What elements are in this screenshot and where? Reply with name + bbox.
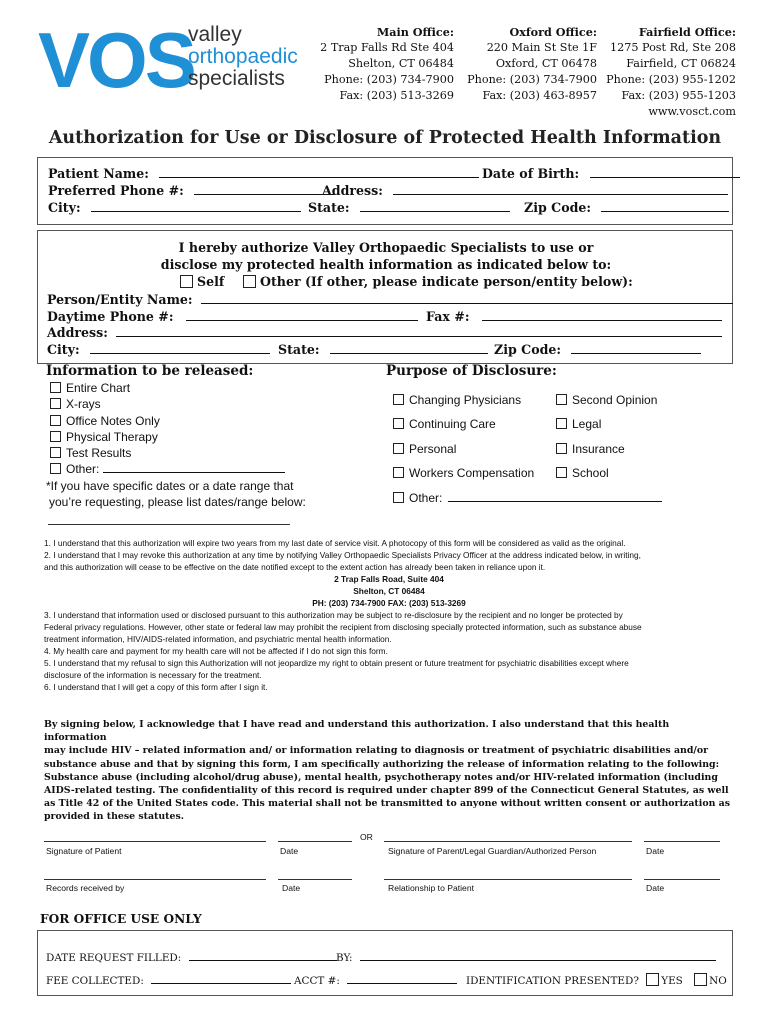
ack-line: By signing below, I acknowledge that I have read and understand this authorization. I also understand that this health information [44,719,670,744]
term-3-cont: Federal privacy regulations. However, other state or federal law may prohibit the recipient from disclosing specially protected information, such as substance abuse [44,622,642,632]
logo-line-orthopaedic: orthopaedic [188,45,298,68]
checkbox[interactable] [556,443,567,454]
recipient-state-field[interactable] [330,343,488,354]
info-option[interactable] [50,461,285,477]
date-label: Date [280,846,299,856]
patient-name-field[interactable] [159,167,479,178]
date-range-field[interactable] [48,524,290,525]
checkbox[interactable] [556,467,567,478]
info-options [50,380,285,478]
ack-line: as Title 42 of the United States code. This material shall not be transmitted to anyone without written consent or authorization as [44,798,731,810]
term-6: 6. I understand that I will get a copy of this form after I sign it. [44,682,268,692]
state-field[interactable] [360,201,510,212]
fax-row [426,309,722,324]
patient-date-field[interactable] [278,841,352,842]
fee-row [46,973,291,987]
checkbox[interactable] [393,394,404,405]
option-label: X-rays [66,397,101,412]
city-label: City: [48,200,81,215]
recipient-city-field[interactable] [90,343,270,354]
date-filled-row [46,950,337,964]
term-5-cont: disclosure of the information is necessary for the treatment. [44,670,262,680]
recipient-zip-row [494,342,701,357]
main-office-address [310,24,454,104]
address-field[interactable] [393,184,728,195]
purpose-right-options [556,388,657,486]
checkbox[interactable] [50,415,61,426]
checkbox[interactable] [556,394,567,405]
term-2: 2. I understand that I may revoke this authorization at any time by notifying Valley Orthopaedic Specialists Privacy Officer at the address indicated below, in writing, [44,550,641,560]
office-phone: Phone: (203) 734-7900 [324,73,454,86]
purpose-option[interactable] [556,461,657,485]
address-row [322,183,728,198]
phone-row [48,183,334,198]
acct-row [294,973,457,987]
office-city: Oxford, CT 06478 [495,57,597,70]
office-fax: Fax: (203) 463-8957 [482,89,597,102]
date-range-note [46,478,306,510]
option-label: Changing Physicians [409,393,522,407]
info-option[interactable] [50,445,285,461]
address-label: Address: [322,183,383,198]
privacy-address-line2: Shelton, CT 06484 [353,586,425,596]
relationship-label: Relationship to Patient [388,883,474,893]
dob-field[interactable] [590,167,740,178]
office-phone: Phone: (203) 734-7900 [467,73,597,86]
recipient-address-field[interactable] [116,326,722,337]
recipient-zip-field[interactable] [571,343,701,354]
or-separator: OR [360,832,373,842]
recipient-state-row [278,342,488,357]
info-option[interactable] [50,380,285,396]
fax-label: Fax #: [426,309,470,324]
recipient-address-label: Address: [47,325,108,340]
fairfield-office-address [600,24,736,120]
person-label: Person/Entity Name: [47,292,193,307]
checkbox[interactable] [50,463,61,474]
by-field[interactable] [360,950,716,961]
option-label: Personal [409,441,457,456]
fee-field[interactable] [151,973,291,984]
privacy-address-line1: 2 Trap Falls Road, Suite 404 [334,574,444,584]
term-3-cont: treatment information, HIV/AIDS-related information, and psychiatric mental health information. [44,634,392,644]
guardian-date-field[interactable] [644,841,720,842]
recipient-city-label: City: [47,342,80,357]
patient-signature-label: Signature of Patient [46,846,122,856]
office-title: Main Office: [376,25,454,39]
other-option[interactable] [243,274,633,289]
recipient-address-row [47,325,722,340]
ack-line: AIDS-related testing. The confidentiality of this record is required under chapter 899 of the Connecticut General Statutes, as well [44,785,729,797]
info-heading: Information to be released: [46,363,254,379]
other-label: Other (If other, please indicate person/entity below): [260,274,633,289]
daytime-phone-row [47,309,418,324]
ack-line: may include HIV – related information and/ or information relating to diagnosis or treatment of psychiatric disabilities and/or [44,745,709,757]
person-field[interactable] [201,293,733,304]
office-fax: Fax: (203) 955-1203 [621,89,736,102]
date-filled-field[interactable] [189,950,337,961]
checkbox[interactable] [393,492,404,503]
relationship-date-field[interactable] [644,879,720,880]
self-checkbox[interactable] [180,275,193,288]
term-2-cont: and this authorization will cease to be effective on the date notified except to the extent action has already been taken in reliance upon it. [44,562,546,572]
privacy-address-line3: PH: (203) 734-7900 FAX: (203) 513-3269 [312,598,466,608]
patient-name-row [48,166,479,181]
date-filled-label: DATE REQUEST FILLED: [46,952,182,964]
logo-line-specialists: specialists [188,67,285,90]
yes-label: YES [661,975,683,987]
term-3: 3. I understand that information used or disclosed pursuant to this authorization may be subject to re-disclosure by the recipient and no longer be protected by [44,610,623,620]
yes-checkbox[interactable] [646,973,659,986]
recipient-box [37,230,733,364]
option-label: Other: [66,462,100,477]
page-title: Authorization for Use or Disclosure of Protected Health Information [48,128,722,148]
recipient-state-label: State: [278,342,320,357]
info-option[interactable] [50,413,285,429]
vos-logo [38,16,308,104]
patient-info-box [37,157,733,225]
office-city: Fairfield, CT 06824 [626,57,736,70]
option-label: Entire Chart [66,381,131,395]
checkbox[interactable] [393,443,404,454]
zip-row [524,200,729,215]
city-row [48,200,301,215]
office-use-box [37,930,733,996]
info-option[interactable] [50,396,285,412]
acct-label: ACCT #: [294,975,340,987]
person-row [47,292,733,307]
note-line: you’re requesting, please list dates/range below: [49,495,306,509]
state-label: State: [308,200,350,215]
office-street: 1275 Post Rd, Ste 208 [609,41,736,54]
zip-label: Zip Code: [524,200,592,215]
patient-signature-field[interactable] [44,841,266,842]
by-label: BY: [336,952,353,964]
option-label: School [572,466,609,481]
authorize-line2: disclose my protected health information as indicated below to: [160,257,612,272]
checkbox[interactable] [50,382,61,393]
id-presented-row [466,973,727,987]
guardian-signature-field[interactable] [384,841,632,842]
no-checkbox[interactable] [694,973,707,986]
records-received-field[interactable] [44,879,266,880]
option-label: Other: [409,490,443,505]
logo-line-valley: valley [188,23,242,46]
office-street: 220 Main St Ste 1F [486,41,597,54]
option-label: Test Results [66,446,132,461]
option-label: Continuing Care [409,417,496,432]
city-field[interactable] [91,201,301,212]
purpose-option[interactable] [556,412,657,436]
date-label: Date [646,846,665,856]
option-label: Office Notes Only [66,413,160,428]
office-title: Oxford Office: [509,25,597,39]
purpose-option[interactable] [556,388,657,412]
date-label: Date [646,883,665,893]
checkbox[interactable] [556,418,567,429]
patient-name-label: Patient Name: [48,166,149,181]
term-1: 1. I understand that this authorization will expire two years from my last date of service visit. A photocopy of this form will be considered as valid as the original. [44,538,626,548]
records-received-label: Records received by [46,883,125,893]
office-phone: Phone: (203) 955-1202 [606,73,736,86]
other-checkbox[interactable] [243,275,256,288]
term-4: 4. My health care and payment for my health care will not be affected if I do not sign this form. [44,646,388,656]
option-label: Workers Compensation [409,466,535,481]
option-label: Second Opinion [572,393,658,407]
id-presented-label: IDENTIFICATION PRESENTED? [466,975,639,987]
by-row [336,950,716,964]
other-purpose-field[interactable] [448,491,662,502]
fee-label: FEE COLLECTED: [46,975,144,987]
option-label: Physical Therapy [66,429,158,444]
phone-label: Preferred Phone #: [48,183,184,198]
checkbox[interactable] [50,398,61,409]
acct-field[interactable] [347,973,457,984]
records-date-field[interactable] [278,879,352,880]
ack-line: provided in these statutes. [44,811,185,823]
logo-mark: VOS [38,16,194,104]
office-fax: Fax: (203) 513-3269 [339,89,454,102]
checkbox[interactable] [393,418,404,429]
purpose-option[interactable] [556,437,657,461]
office-use-heading: FOR OFFICE USE ONLY [40,912,202,926]
ack-line: substance abuse and that by signing this form, I am specifically authorizing the release of information relating to the following: [44,758,720,770]
note-line: *If you have specific dates or a date range that [46,479,294,493]
recipient-city-row [47,342,270,357]
recipient-zip-label: Zip Code: [494,342,562,357]
guardian-signature-label: Signature of Parent/Legal Guardian/Authorized Person [388,846,597,856]
acknowledgement-paragraph [44,718,734,824]
state-row [308,200,510,215]
purpose-option[interactable] [393,486,662,510]
self-label: Self [197,274,225,289]
dob-row [482,166,740,181]
phone-field[interactable] [194,184,334,195]
daytime-phone-label: Daytime Phone #: [47,309,174,324]
office-street: 2 Trap Falls Rd Ste 404 [320,41,454,54]
checkbox[interactable] [50,447,61,458]
date-label: Date [282,883,301,893]
office-title: Fairfield Office: [638,25,736,39]
fax-field[interactable] [482,310,722,321]
option-label: Legal [572,417,602,432]
option-label: Insurance [572,441,625,456]
terms-list [44,537,734,693]
other-info-field[interactable] [103,462,285,473]
no-label: NO [709,975,727,987]
zip-field[interactable] [601,201,729,212]
dob-label: Date of Birth: [482,166,580,181]
checkbox[interactable] [393,467,404,478]
office-city: Shelton, CT 06484 [348,57,454,70]
term-5: 5. I understand that my refusal to sign this Authorization will not jeopardize my right to obtain present or future treatment for psychiatric disabilities except where [44,658,629,668]
ack-line: Substance abuse (including alcohol/drug abuse), mental health, psychotherapy notes and/or HIV-related information (including [44,771,718,783]
self-option[interactable] [180,274,224,289]
logo-wordmark [188,24,298,90]
website-link[interactable]: www.vosct.com [648,105,736,118]
daytime-phone-field[interactable] [186,310,418,321]
oxford-office-address [456,24,597,104]
purpose-heading: Purpose of Disclosure: [386,363,557,379]
authorize-line1: I hereby authorize Valley Orthopaedic Specialists to use or [178,240,594,255]
relationship-field[interactable] [384,879,632,880]
info-option[interactable] [50,429,285,445]
checkbox[interactable] [50,431,61,442]
